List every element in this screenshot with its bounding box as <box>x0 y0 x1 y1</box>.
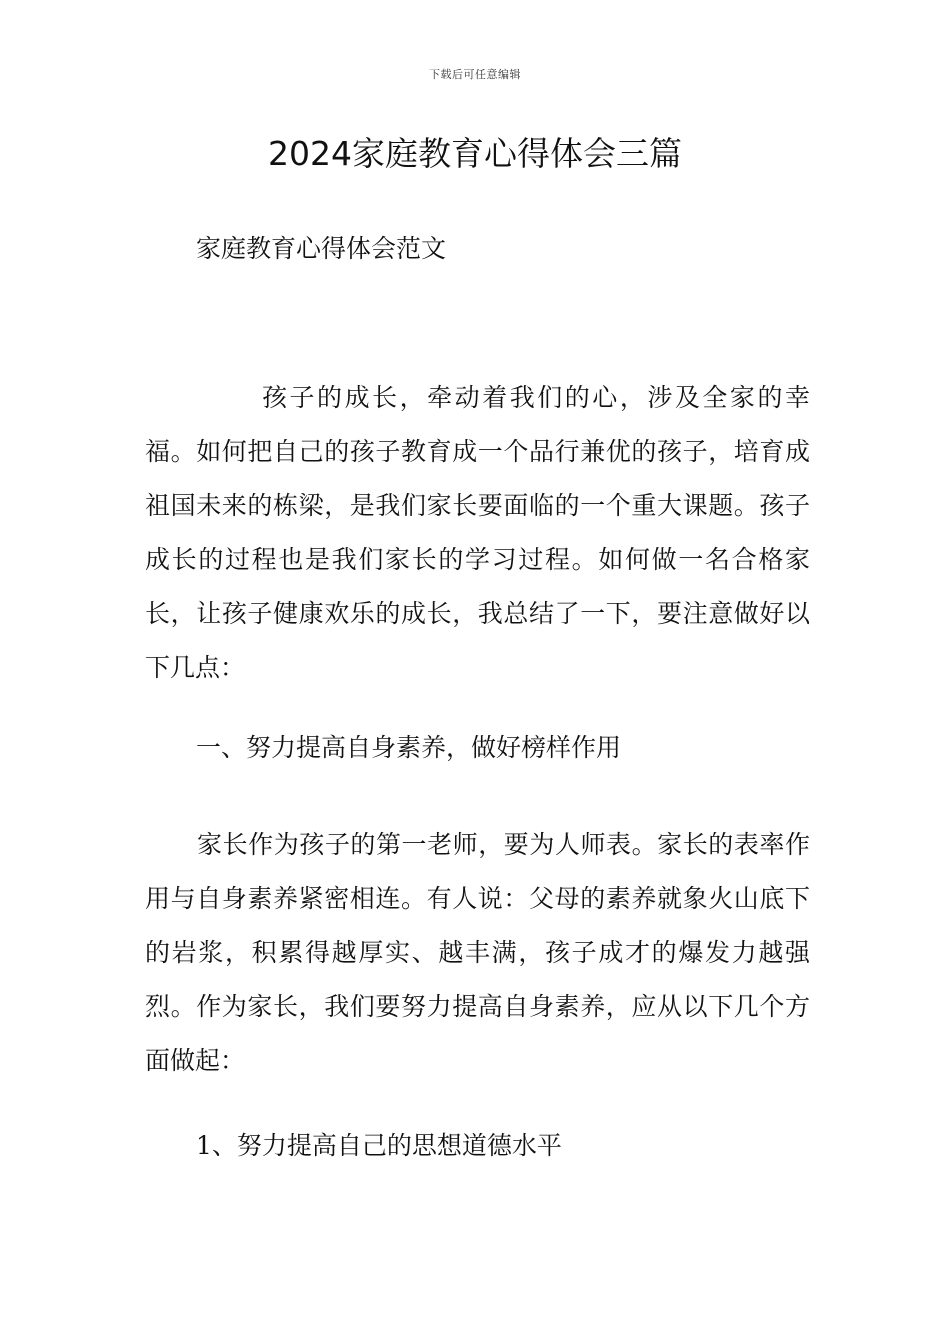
subsection-heading: 1、努力提高自己的思想道德水平 <box>196 1131 562 1160</box>
document-title: 2024家庭教育心得体会三篇 <box>268 134 682 173</box>
body-paragraph: 孩子的成长，牵动着我们的心，涉及全家的幸福。如何把自己的孩子教育成一个品行兼优的孩子，培育成祖国未来的栋梁，是我们家长要面临的一个重大课题。孩子成长的过程也是我们家长的学习过程。如何做一名合格家长，让孩子健康欢乐的成长，我总结了一下，要注意做好以下几点： <box>145 383 810 682</box>
body-paragraph: 家长作为孩子的第一老师，要为人师表。家长的表率作用与自身素养紧密相连。有人说：父母的素养就象火山底下的岩浆，积累得越厚实、越丰满，孩子成才的爆发力越强烈。作为家长，我们要努力提高自身素养，应从以下几个方面做起： <box>145 830 810 1075</box>
document-subtitle: 家庭教育心得体会范文 <box>196 234 447 263</box>
section-heading: 一、努力提高自身素养，做好榜样作用 <box>196 733 622 762</box>
header-note: 下载后可任意编辑 <box>429 68 521 81</box>
